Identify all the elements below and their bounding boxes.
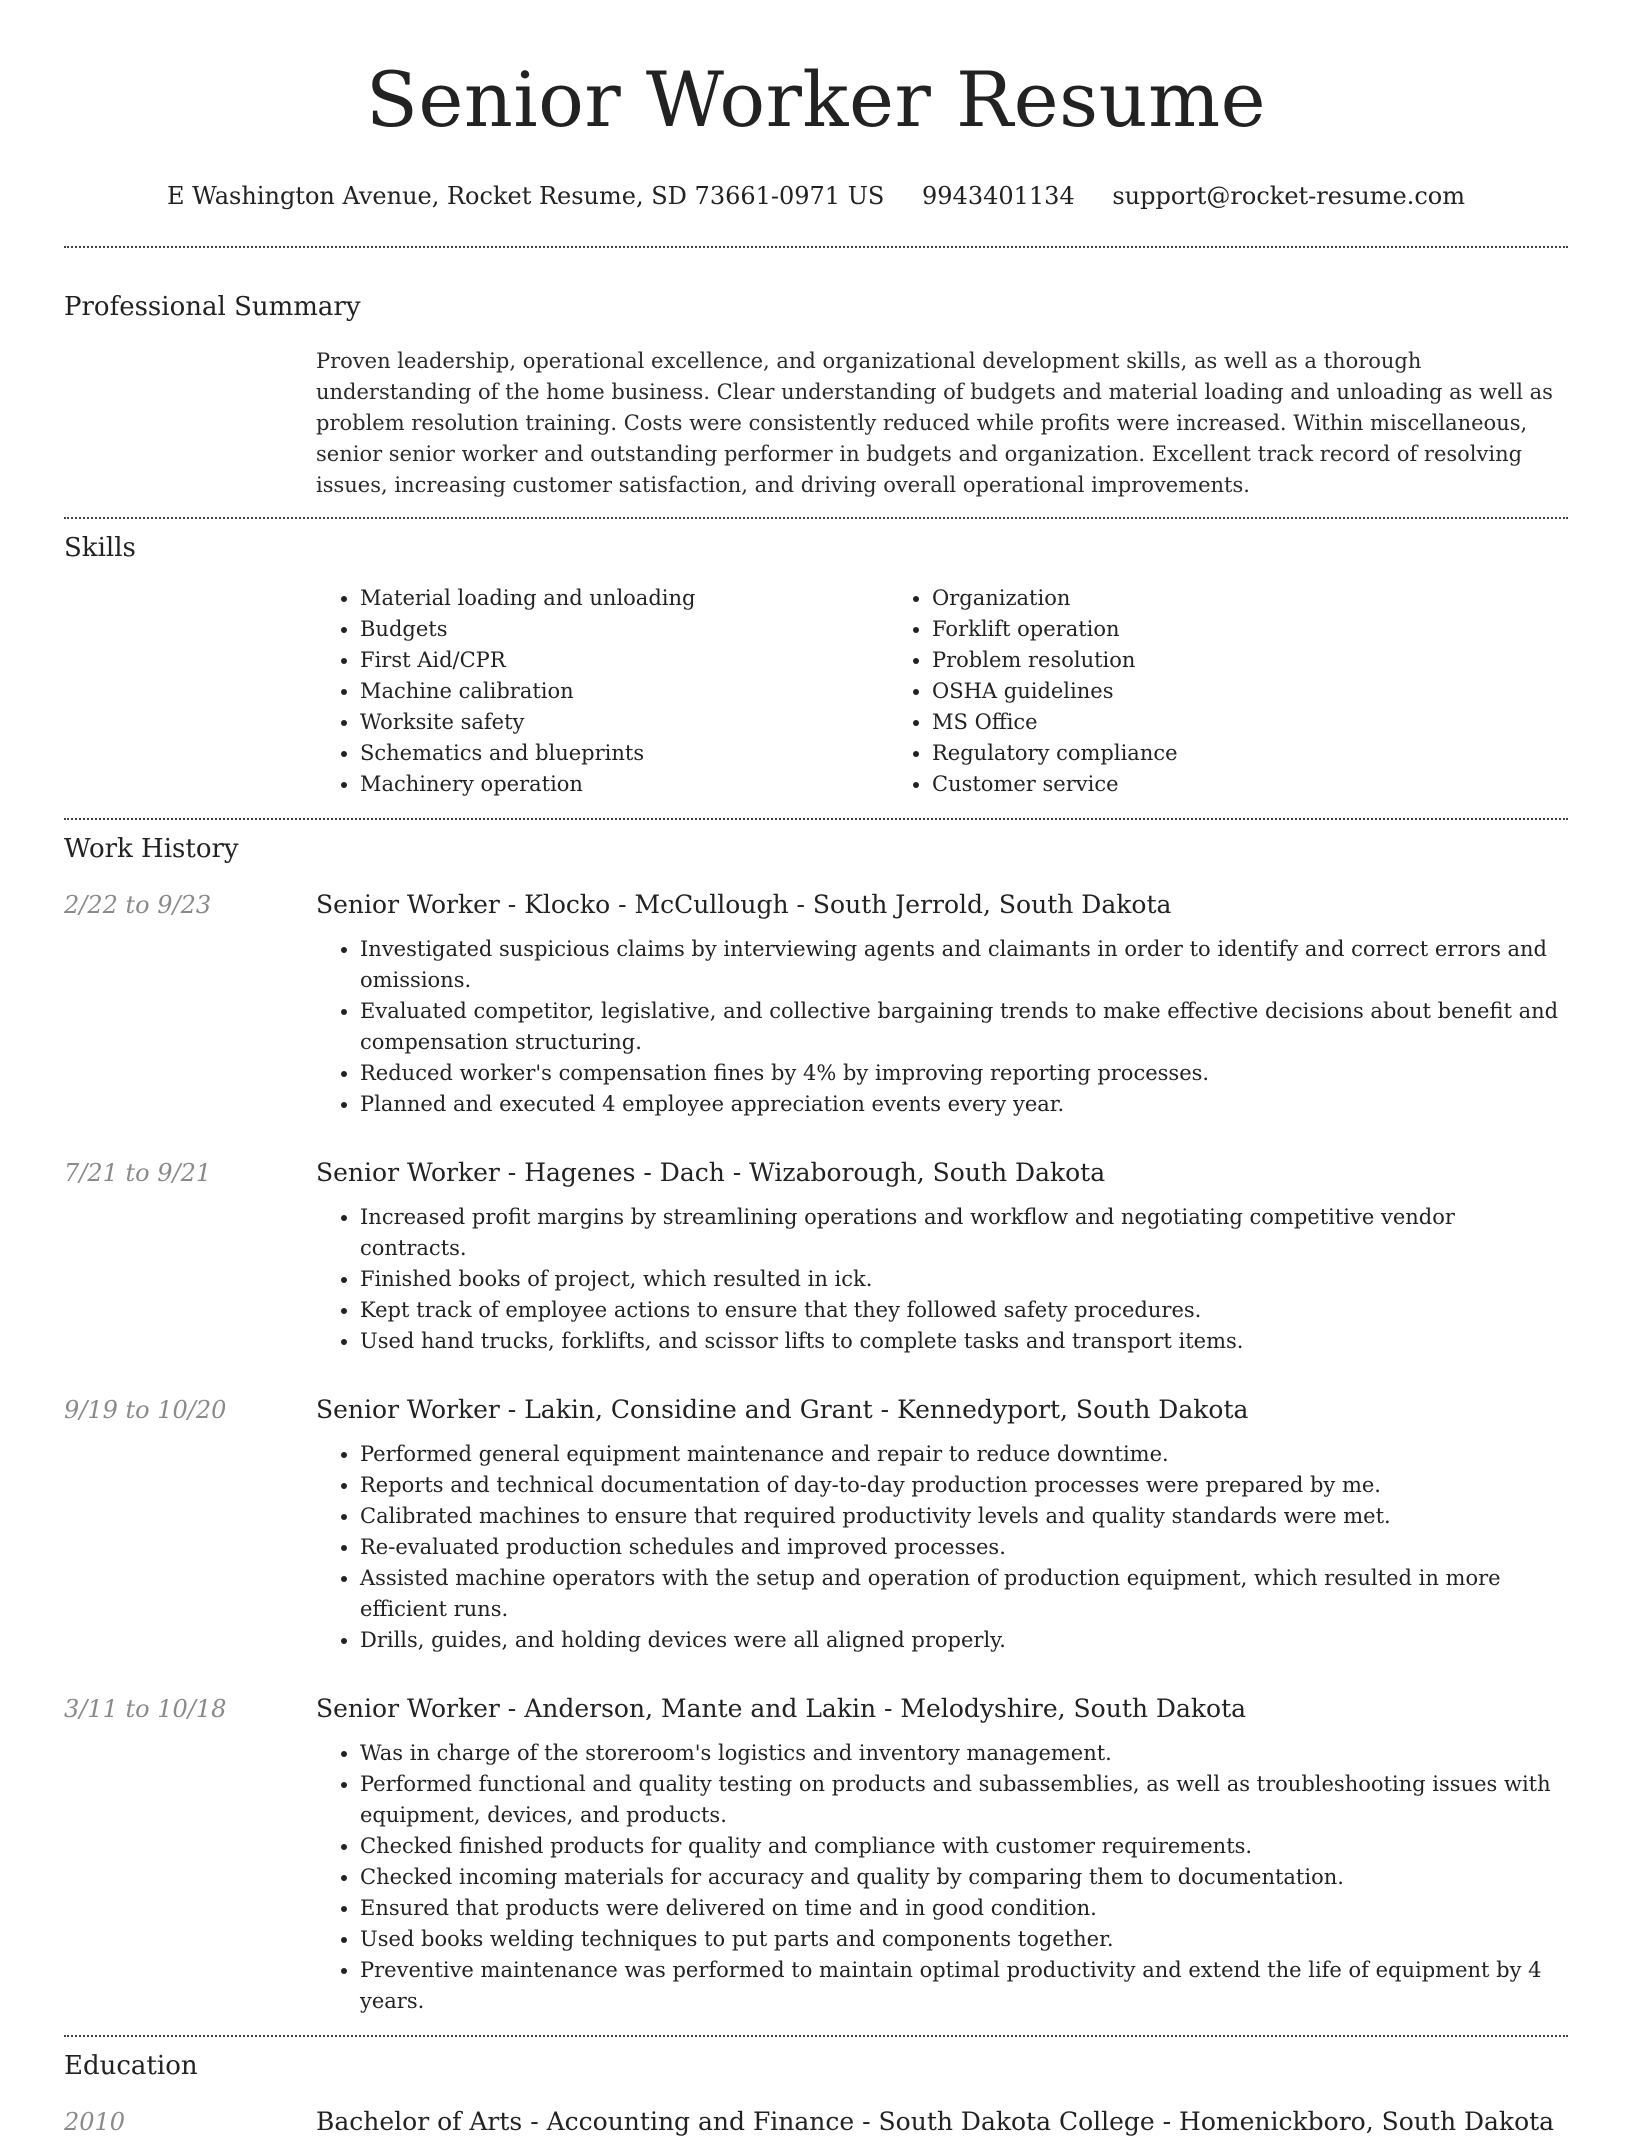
contact-email: support@rocket-resume.com	[1112, 182, 1465, 210]
skills-column-left	[316, 583, 888, 800]
job-bullet: • Performed functional and quality testing on products and subassemblies, as well as troubleshooting issues with equipment, devices, and products.	[360, 1769, 1568, 1831]
job-bullet: • Was in charge of the storeroom's logistics and inventory management.	[360, 1738, 1568, 1769]
job-bullets	[316, 934, 1568, 1120]
job-bullets	[316, 1439, 1568, 1656]
skill-item: • Budgets	[360, 614, 888, 645]
contact-line	[64, 180, 1568, 212]
skills-heading: Skills	[64, 533, 136, 563]
resume-title: Senior Worker Resume	[365, 55, 1267, 144]
divider	[64, 2035, 1568, 2037]
skill-item: • Customer service	[932, 769, 1460, 800]
job-bullet: • Assisted machine operators with the setup and operation of production equipment, which resulted in more efficient runs.	[360, 1563, 1568, 1625]
education-details	[316, 2105, 1568, 2139]
skill-item: • Problem resolution	[932, 645, 1460, 676]
job-entry	[64, 888, 1568, 1120]
skill-item: • Worksite safety	[360, 707, 888, 738]
education-date: 2010	[64, 2108, 126, 2136]
work-history-heading: Work History	[64, 834, 239, 864]
job-details	[316, 1393, 1568, 1656]
job-date: 9/19 to 10/20	[64, 1396, 227, 1424]
job-bullet: • Calibrated machines to ensure that required productivity levels and quality standards were met.	[360, 1501, 1568, 1532]
job-details	[316, 1692, 1568, 2017]
job-bullet: • Evaluated competitor, legislative, and collective bargaining trends to make effective decisions about benefit and compensation structuring.	[360, 996, 1568, 1058]
job-bullet: • Planned and executed 4 employee appreciation events every year.	[360, 1089, 1568, 1120]
job-bullets	[316, 1738, 1568, 2017]
job-bullet: • Checked incoming materials for accuracy and quality by comparing them to documentation.	[360, 1862, 1568, 1893]
skill-item: • Material loading and unloading	[360, 583, 888, 614]
job-bullet: • Reduced worker's compensation fines by 4% by improving reporting processes.	[360, 1058, 1568, 1089]
education-heading: Education	[64, 2051, 198, 2081]
summary-text: Proven leadership, operational excellence, and organizational development skills, as well as a thorough understanding of the home business. Clear understanding of budgets and material loading and unloading as well as problem resolution training. Costs were consistently reduced while profits were increased. Within miscellaneous, senior senior worker and outstanding performer in budgets and organization. Excellent track record of resolving issues, increasing customer satisfaction, and driving overall operational improvements.	[316, 349, 1553, 497]
job-entry	[64, 1692, 1568, 2017]
skill-item: • Machine calibration	[360, 676, 888, 707]
skill-item: • Forklift operation	[932, 614, 1460, 645]
job-entry	[64, 1156, 1568, 1357]
job-bullet: • Drills, guides, and holding devices were all aligned properly.	[360, 1625, 1568, 1656]
skill-item: • First Aid/CPR	[360, 645, 888, 676]
job-bullet: • Performed general equipment maintenance and repair to reduce downtime.	[360, 1439, 1568, 1470]
job-bullet: • Checked finished products for quality and compliance with customer requirements.	[360, 1831, 1568, 1862]
job-details	[316, 1156, 1568, 1357]
job-bullet: • Ensured that products were delivered on time and in good condition.	[360, 1893, 1568, 1924]
job-title: Senior Worker - Lakin, Considine and Grant - Kennedyport, South Dakota	[316, 1395, 1249, 1424]
job-date: 3/11 to 10/18	[64, 1695, 227, 1723]
job-bullet: • Re-evaluated production schedules and improved processes.	[360, 1532, 1568, 1563]
job-title: Senior Worker - Klocko - McCullough - South Jerrold, South Dakota	[316, 890, 1172, 919]
contact-address: E Washington Avenue, Rocket Resume, SD 73661-0971 US	[167, 182, 885, 210]
job-bullet: • Reports and technical documentation of day-to-day production processes were prepared by me.	[360, 1470, 1568, 1501]
job-bullet: • Increased profit margins by streamlining operations and workflow and negotiating competitive vendor contracts.	[360, 1202, 1568, 1264]
job-bullet: • Used hand trucks, forklifts, and scissor lifts to complete tasks and transport items.	[360, 1326, 1568, 1357]
job-details	[316, 888, 1568, 1120]
skill-item: • Regulatory compliance	[932, 738, 1460, 769]
skill-item: • Schematics and blueprints	[360, 738, 888, 769]
skill-item: • Machinery operation	[360, 769, 888, 800]
job-bullet: • Used books welding techniques to put parts and components together.	[360, 1924, 1568, 1955]
divider	[64, 246, 1568, 248]
job-bullet: • Finished books of project, which resulted in ick.	[360, 1264, 1568, 1295]
divider	[64, 818, 1568, 820]
skill-item: • MS Office	[932, 707, 1460, 738]
job-date: 7/21 to 9/21	[64, 1159, 212, 1187]
job-date: 2/22 to 9/23	[64, 891, 212, 919]
skills-list	[316, 583, 1568, 800]
education-entry	[64, 2105, 1568, 2139]
job-entry	[64, 1393, 1568, 1656]
contact-phone: 9943401134	[922, 182, 1075, 210]
job-bullet: • Preventive maintenance was performed to maintain optimal productivity and extend the life of equipment by 4 years.	[360, 1955, 1568, 2017]
skills-column-right	[888, 583, 1460, 800]
job-bullet: • Investigated suspicious claims by interviewing agents and claimants in order to identify and correct errors and omissions.	[360, 934, 1568, 996]
job-bullet: • Kept track of employee actions to ensure that they followed safety procedures.	[360, 1295, 1568, 1326]
skill-item: • OSHA guidelines	[932, 676, 1460, 707]
summary-heading: Professional Summary	[64, 292, 361, 322]
skill-item: • Organization	[932, 583, 1460, 614]
education-title: Bachelor of Arts - Accounting and Finance - South Dakota College - Homenickboro, South Dakota	[316, 2107, 1555, 2136]
job-bullets	[316, 1202, 1568, 1357]
job-title: Senior Worker - Anderson, Mante and Lakin - Melodyshire, South Dakota	[316, 1694, 1247, 1723]
job-title: Senior Worker - Hagenes - Dach - Wizaborough, South Dakota	[316, 1158, 1106, 1187]
divider	[64, 517, 1568, 519]
